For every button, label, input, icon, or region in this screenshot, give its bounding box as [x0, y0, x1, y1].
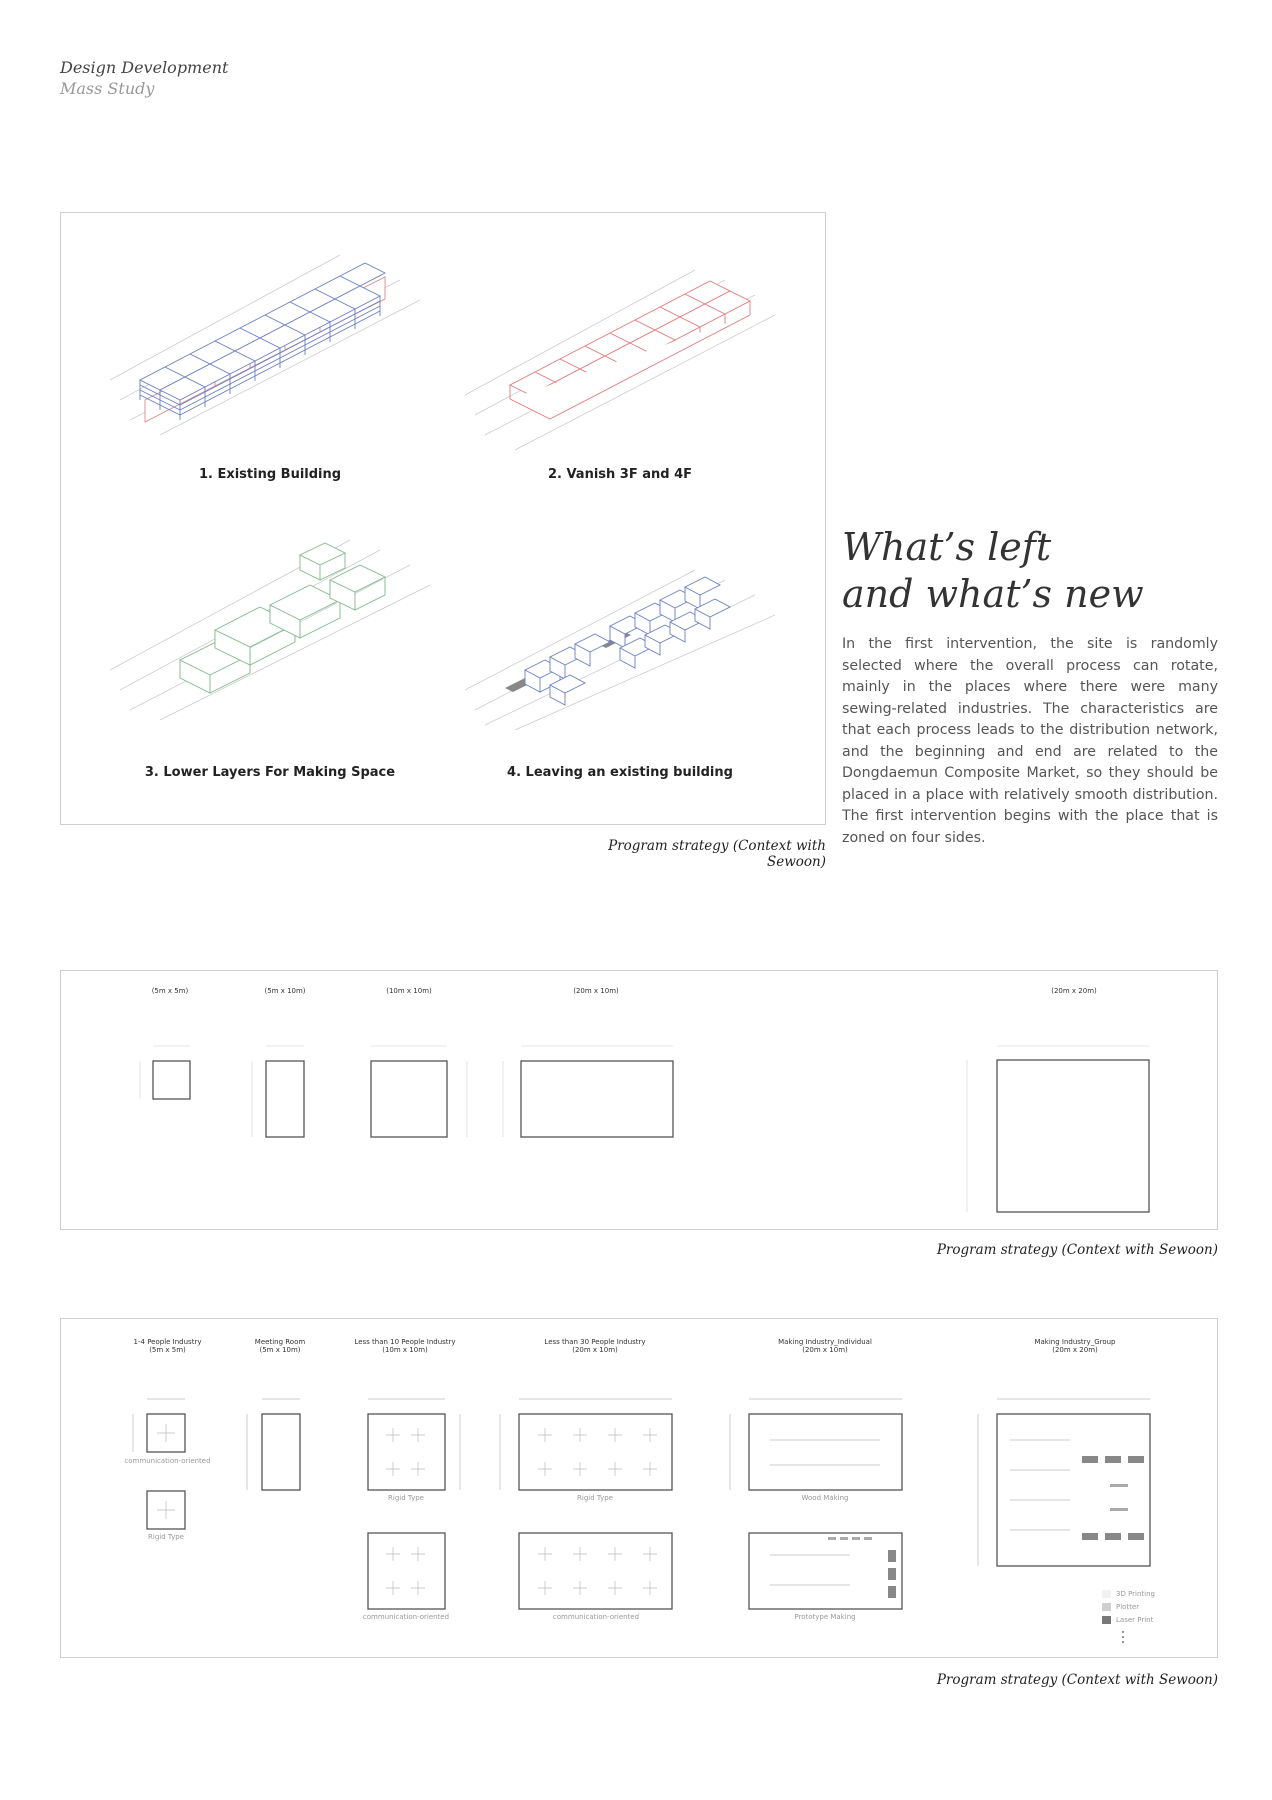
caption-vanish-floors: 2. Vanish 3F and 4F — [547, 467, 693, 482]
module-size-label: (20m x 10m) — [573, 987, 619, 995]
module-size-label: (5m x 10m) — [264, 987, 306, 995]
program-column-title: Meeting Room (5m x 10m) — [254, 1338, 306, 1354]
legend-plotter: Plotter — [1116, 1603, 1140, 1611]
caption-leaving-building: 4. Leaving an existing building — [507, 765, 733, 780]
article-body: In the first intervention, the site is randomly selected where the overall process can rotate, mainly in the places where there were many sewing-related industries. The characteristics are that each process leads to the distribution network, and the beginning and end are related to the Dongdaemun Composite Market, so they should be placed in a place with relatively smooth distribution. The first intervention begins with the place that is zoned on four sides. — [842, 636, 1218, 846]
module-size-label: (10m x 10m) — [386, 987, 432, 995]
section-title: Design Development — [60, 58, 229, 77]
caption-lower-layers: 3. Lower Layers For Making Space — [144, 765, 396, 780]
program-column-title: Making Industry_Group (20m x 20m) — [1034, 1338, 1116, 1354]
programs-caption: Program strategy (Context with Sewoon) — [936, 1672, 1218, 1688]
section-subtitle: Mass Study — [60, 79, 155, 98]
program-type-label: communication-oriented — [552, 1613, 640, 1621]
program-column-title: Less than 10 People Industry (10m x 10m) — [354, 1338, 456, 1354]
legend-laser-print: Laser Print — [1116, 1616, 1154, 1624]
program-column-title: Making Industry_Individual (20m x 10m) — [778, 1338, 872, 1354]
program-type-label: Rigid Type — [577, 1494, 613, 1502]
program-column-title: 1-4 People Industry (5m x 5m) — [133, 1338, 202, 1354]
article-heading-line1: What’s left — [842, 525, 1052, 569]
program-type-label: Wood Making — [801, 1494, 849, 1502]
caption-existing-building: 1. Existing Building — [198, 467, 342, 482]
legend-3d-printing: 3D Printing — [1116, 1590, 1155, 1598]
program-type-label: communication-oriented — [362, 1613, 450, 1621]
program-column-title: Less than 30 People Industry (20m x 10m) — [544, 1338, 646, 1354]
program-type-label: communication-oriented — [124, 1457, 211, 1465]
module-sizes-caption: Program strategy (Context with Sewoon) — [936, 1242, 1218, 1258]
program-strategy-caption: Program strategy (Context with Sewoon) — [608, 838, 826, 870]
article-heading-line2: and what’s new — [842, 572, 1144, 616]
program-type-label: Prototype Making — [794, 1613, 856, 1621]
program-type-label: Rigid Type — [148, 1533, 184, 1541]
module-size-label: (5m x 5m) — [151, 987, 189, 995]
program-type-label: Rigid Type — [388, 1494, 424, 1502]
module-size-label: (20m x 20m) — [1051, 987, 1097, 995]
